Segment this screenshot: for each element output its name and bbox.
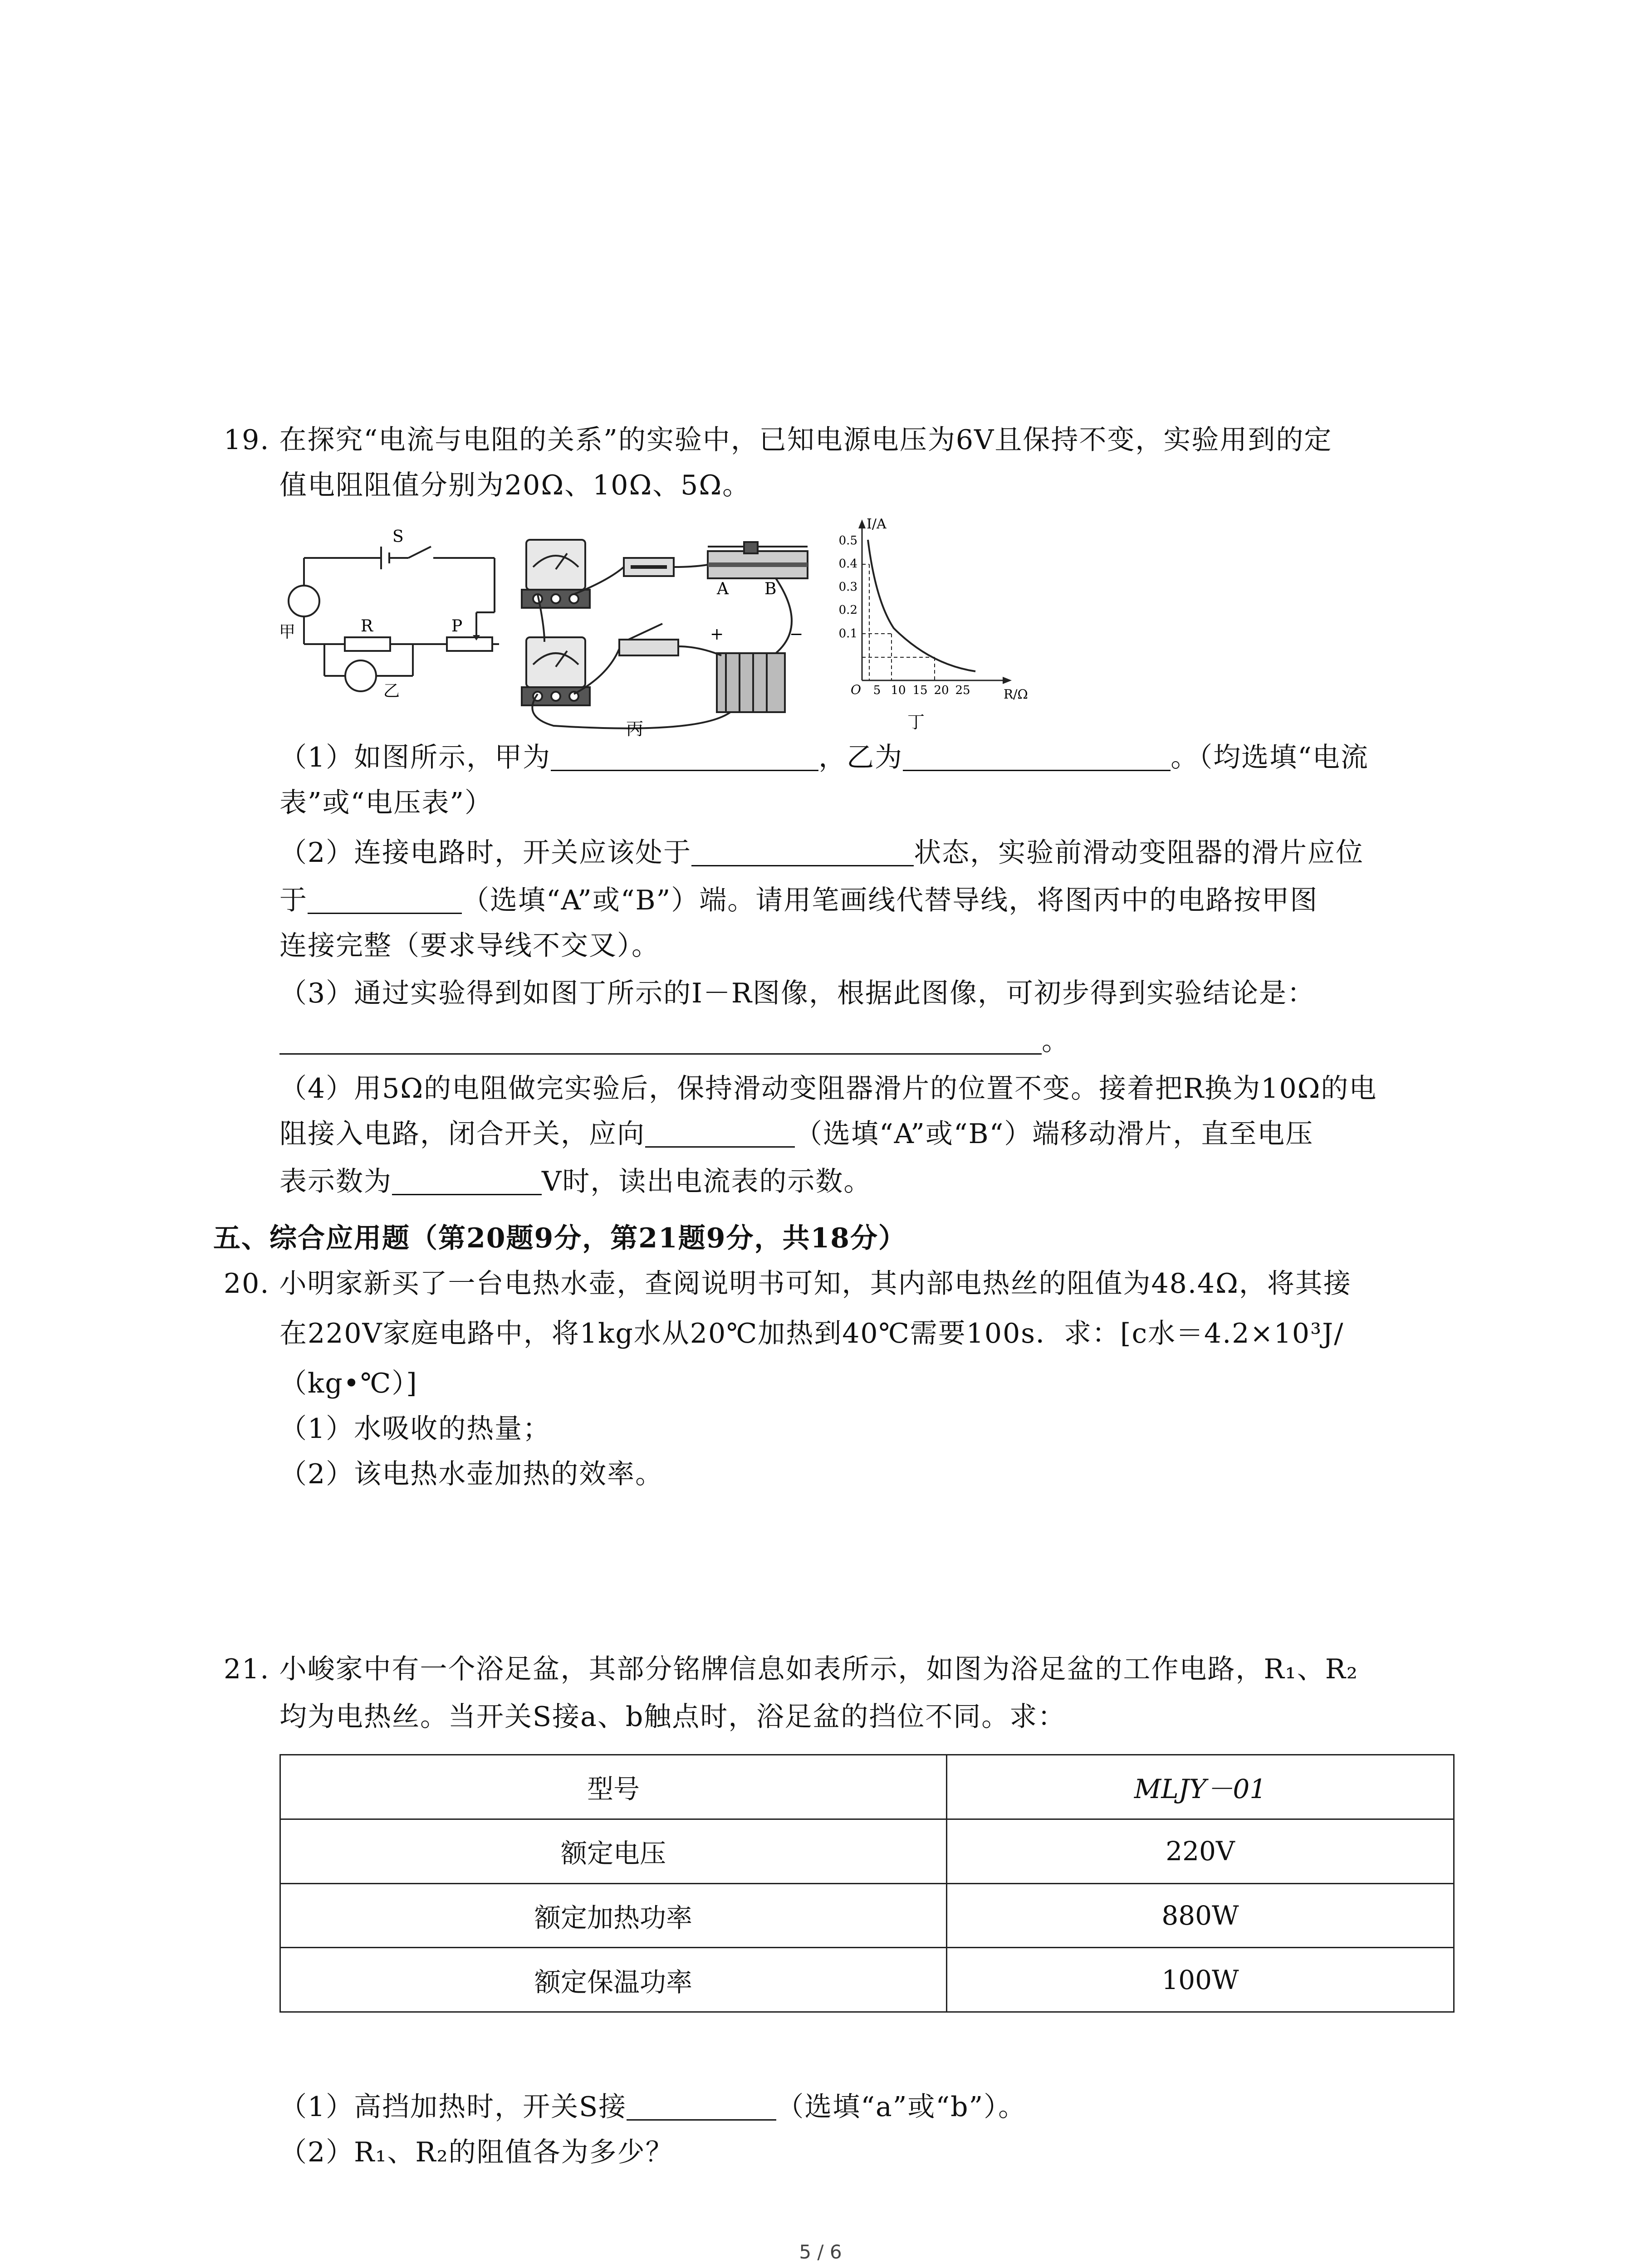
circuit-diagram-jia	[277, 526, 513, 717]
apparatus-figure-bing	[517, 526, 826, 739]
table-cell: 型号	[280, 1755, 947, 1819]
graph-ytick: 0.1	[838, 627, 857, 640]
switch-label: S	[392, 528, 404, 546]
figure-ding-label: 丁	[907, 712, 925, 732]
answer-blank-direction[interactable]	[645, 1117, 795, 1148]
q19-part3-line1: （3）通过实验得到如图丁所示的I－R图像，根据此图像，可初步得到实验结论是：	[279, 978, 1316, 1009]
table-row	[280, 1883, 1454, 1948]
q21-line2: 均为电热丝。当开关S接a、b触点时，浴足盆的挡位不同。求：	[279, 1701, 1066, 1733]
terminal-b-label: B	[764, 580, 777, 598]
q19-part1-line1: （1）如图所示，甲为 ，乙为 。（均选填“电流	[279, 742, 1369, 773]
battery-plus-label: +	[710, 625, 724, 644]
graph-xlabel: R/Ω	[1004, 687, 1028, 702]
graph-ytick: 0.4	[838, 557, 857, 571]
graph-xtick: 25	[955, 684, 970, 697]
battery-minus-label: −	[789, 625, 803, 644]
q19-part1-line2: 表”或“电压表”）	[279, 787, 493, 819]
graph-xtick: 20	[934, 684, 949, 697]
answer-blank-conclusion[interactable]	[279, 1024, 1042, 1055]
q19-part4-line2: 阻接入电路，闭合开关，应向 （选填“A”或“B“）端移动滑片，直至电压	[279, 1118, 1314, 1150]
answer-blank-voltage[interactable]	[392, 1165, 542, 1195]
q21-part2: （2）R₁、R₂的阻值各为多少？	[279, 2136, 674, 2168]
table-cell: 880W	[947, 1883, 1454, 1948]
answer-blank-slider-end[interactable]	[308, 884, 462, 914]
q19-line1: 19. 在探究“电流与电阻的关系”的实验中，已知电源电压为6V且保持不变，实验用到的定	[224, 424, 1332, 456]
figure-bing-label: 丙	[626, 719, 644, 739]
q19-part4-line1: （4）用5Ω的电阻做完实验后，保持滑动变阻器滑片的位置不变。接着把R换为10Ω的电	[279, 1073, 1377, 1105]
table-cell: 220V	[947, 1819, 1454, 1883]
table-cell: MLJY－01	[947, 1755, 1454, 1819]
q19-part2-line1: （2）连接电路时，开关应该处于 状态，实验前滑动变阻器的滑片应位	[279, 837, 1364, 869]
page-number: 5 / 6	[799, 2241, 842, 2263]
table-row	[280, 1755, 1454, 1819]
graph-ylabel: I/A	[867, 516, 887, 532]
answer-blank-yi[interactable]	[903, 741, 1171, 771]
graph-ytick: 0.2	[838, 603, 857, 617]
graph-origin: O	[851, 682, 861, 697]
graph-ytick: 0.5	[838, 534, 857, 547]
meter-yi-label: 乙	[383, 682, 400, 700]
q19-part2-line2: 于 （选填“A”或“B”）端。请用笔画线代替导线，将图丙中的电路按甲图	[279, 885, 1318, 916]
meter-jia-label: 甲	[279, 623, 296, 641]
terminal-a-label: A	[717, 580, 729, 598]
table-row	[280, 1948, 1454, 2012]
answer-blank-switch-state[interactable]	[691, 836, 914, 866]
table-cell: 100W	[947, 1948, 1454, 2012]
table-cell: 额定电压	[280, 1819, 947, 1883]
q19-line2: 值电阻阻值分别为20Ω、10Ω、5Ω。	[279, 469, 751, 501]
table-cell: 额定加热功率	[280, 1883, 947, 1948]
graph-xtick: 5	[873, 684, 881, 697]
switch-icon	[619, 640, 678, 655]
graph-xtick: 15	[912, 684, 928, 697]
section-5-heading: 五、综合应用题（第20题9分，第21题9分，共18分）	[213, 1222, 906, 1254]
table-row	[280, 1819, 1454, 1883]
battery-icon	[717, 653, 785, 712]
resistor-label: R	[361, 617, 373, 635]
q20-part2: （2）该电热水壶加热的效率。	[279, 1458, 664, 1490]
q19-part3-line2: 。	[279, 1018, 1070, 1064]
q21-line1: 21. 小峻家中有一个浴足盆，其部分铭牌信息如表所示，如图为浴足盆的工作电路，R₁、R₂	[224, 1653, 1358, 1685]
q19-part2-line3: 连接完整（要求导线不交叉）。	[279, 930, 660, 962]
graph-xtick: 10	[891, 684, 906, 697]
graph-ytick: 0.3	[838, 580, 857, 594]
nameplate-table	[279, 1754, 1455, 2013]
answer-blank-switch-contact[interactable]	[627, 2090, 776, 2121]
q20-part1: （1）水吸收的热量；	[279, 1413, 551, 1445]
slider-label: P	[451, 617, 463, 635]
q21-part1: （1）高挡加热时，开关S接 （选填“a”或“b”）。	[279, 2091, 1027, 2123]
q19-part4-line3: 表示数为 V时，读出电流表的示数。	[279, 1166, 872, 1198]
q20-line1: 20. 小明家新买了一台电热水壶，查阅说明书可知，其内部电热丝的阻值为48.4Ω，将其接	[224, 1268, 1352, 1300]
q20-line3: （kg•℃）]	[279, 1368, 418, 1399]
i-r-graph-ding	[826, 510, 1043, 737]
answer-blank-jia[interactable]	[551, 741, 818, 771]
q20-line2: 在220V家庭电路中，将1kg水从20℃加热到40℃需要100s．求：[c水＝4.2×10³J/	[279, 1318, 1344, 1349]
table-cell: 额定保温功率	[280, 1948, 947, 2012]
